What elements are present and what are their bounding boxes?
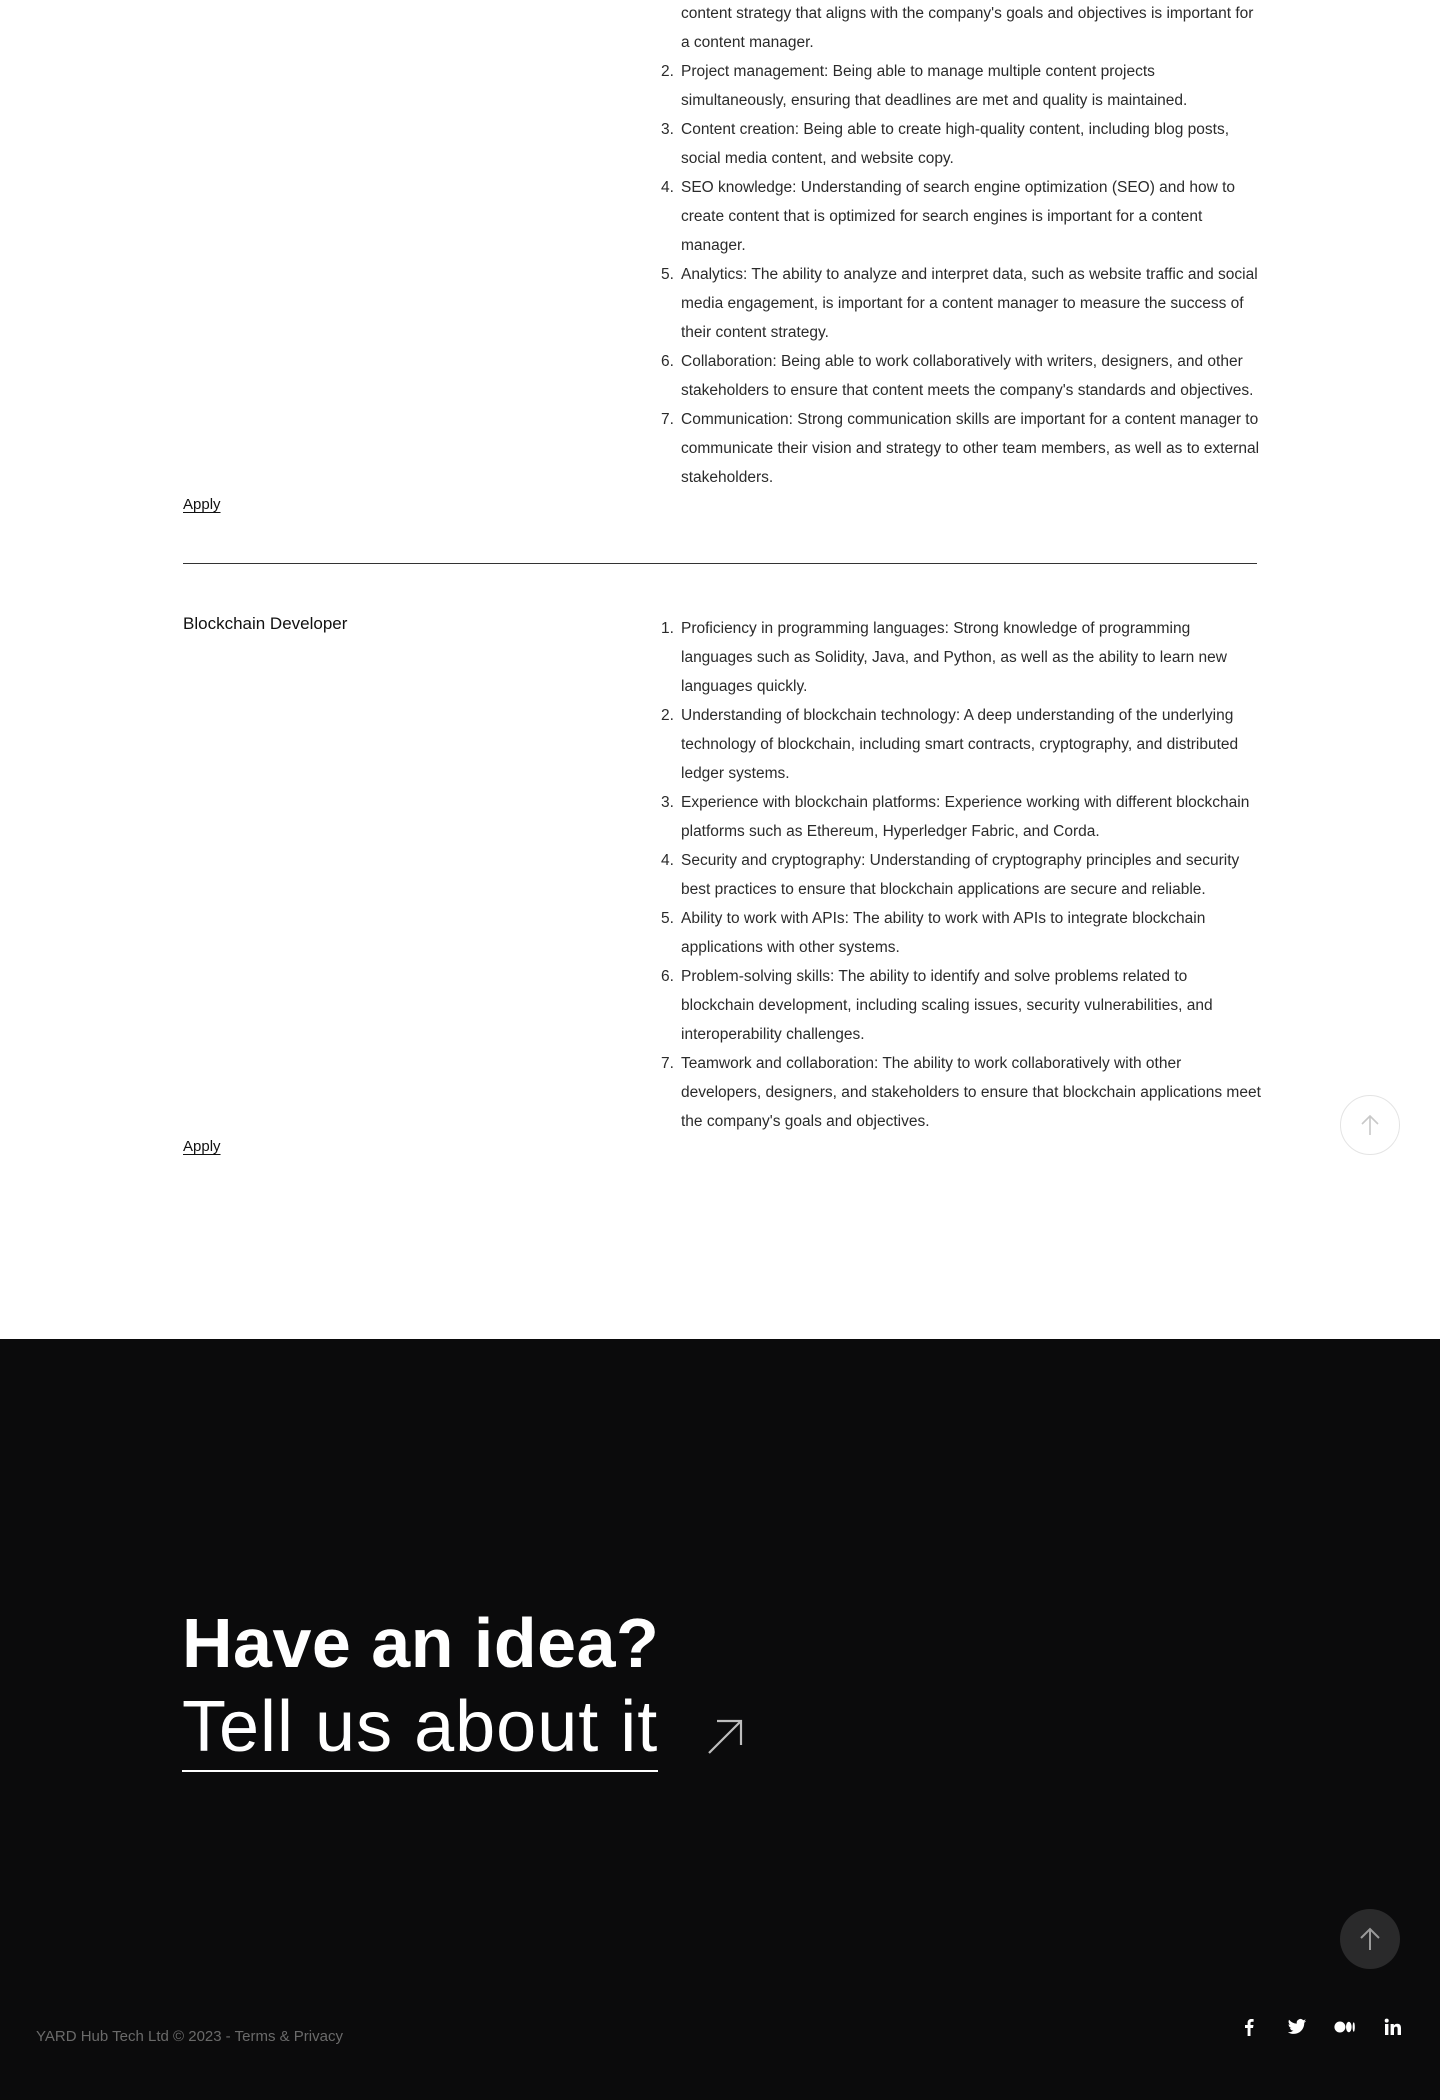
requirement-item: 4. SEO knowledge: Understanding of search engine optimization (SEO) and how to create content that is optimized for search engines is important for a content manager. <box>661 179 1236 254</box>
job-divider <box>183 563 1257 564</box>
requirement-item: 3. Content creation: Being able to create high-quality content, including blog posts, social media content, and website copy. <box>661 121 1230 167</box>
requirement-item: 7. Communication: Strong communication skills are important for a content manager to communicate their vision and strategy to other team members, as well as to external stakeholders. <box>661 411 1260 486</box>
apply-link[interactable]: Apply <box>183 496 221 513</box>
medium-link[interactable] <box>1334 2016 1356 2038</box>
requirement-item: 4. Security and cryptography: Understanding of cryptography principles and security best practices to ensure that blockchain applications are secure and reliable. <box>661 852 1240 898</box>
requirement-item: 7. Teamwork and collaboration: The ability to work collaboratively with other developers, designers, and stakeholders to ensure that blockchain applications meet the company's goals and objectives. <box>661 1055 1261 1130</box>
job-title: Blockchain Developer <box>183 614 348 633</box>
social-links <box>1238 2016 1404 2038</box>
apply-link[interactable]: Apply <box>183 1138 221 1155</box>
scroll-to-top-button[interactable] <box>1340 1095 1400 1155</box>
requirement-item: 6. Problem-solving skills: The ability to identify and solve problems related to blockchain development, including scaling issues, security vulnerabilities, and interoperability challenges. <box>661 968 1213 1043</box>
requirement-item: 2. Project management: Being able to manage multiple content projects simultaneously, ensuring that deadlines are met and quality is maintained. <box>661 63 1188 109</box>
requirement-item: 5. Analytics: The ability to analyze and interpret data, such as website traffic and social media engagement, is important for a content manager to measure the success of their content strategy. <box>661 266 1258 341</box>
arrow-up-right-icon[interactable] <box>705 1715 747 1757</box>
scroll-to-top-button[interactable] <box>1340 1909 1400 1969</box>
footer <box>0 1339 1440 2100</box>
requirement-item: 2. Understanding of blockchain technology: A deep understanding of the underlying technology of blockchain, including smart contracts, cryptography, and distributed ledger systems. <box>661 707 1239 782</box>
requirement-item: content strategy that aligns with the company's goals and objectives is important for a content manager. <box>681 5 1254 51</box>
medium-icon <box>1334 2017 1356 2037</box>
arrow-up-icon <box>1357 1112 1383 1138</box>
facebook-link[interactable] <box>1238 2016 1260 2038</box>
requirement-item: 1. Proficiency in programming languages: Strong knowledge of programming languages such as Solidity, Java, and Python, as well as the ability to learn new languages quickly. <box>661 620 1227 695</box>
twitter-icon <box>1287 2017 1307 2037</box>
facebook-icon <box>1239 2017 1259 2037</box>
requirement-item: 5. Ability to work with APIs: The ability to work with APIs to integrate blockchain applications with other systems. <box>661 910 1206 956</box>
arrow-up-icon <box>1356 1925 1384 1953</box>
copyright-separator: - <box>225 2028 231 2045</box>
cta-heading: Have an idea? <box>182 1604 660 1682</box>
twitter-link[interactable] <box>1286 2016 1308 2038</box>
job-requirements-list <box>661 614 1261 1136</box>
job-requirements-list <box>661 0 1261 492</box>
tell-us-link[interactable]: Tell us about it <box>182 1686 658 1772</box>
linkedin-link[interactable] <box>1382 2016 1404 2038</box>
copyright-text: YARD Hub Tech Ltd © 2023 <box>36 2028 222 2045</box>
copyright <box>36 2028 343 2045</box>
terms-privacy-link[interactable]: Terms & Privacy <box>234 2028 343 2045</box>
requirement-item: 6. Collaboration: Being able to work collaboratively with writers, designers, and other stakeholders to ensure that content meets the company's standards and objectives. <box>661 353 1254 399</box>
requirement-item: 3. Experience with blockchain platforms: Experience working with different blockchain platforms such as Ethereum, Hyperledger Fabric, and Corda. <box>661 794 1250 840</box>
linkedin-icon <box>1384 2018 1402 2036</box>
